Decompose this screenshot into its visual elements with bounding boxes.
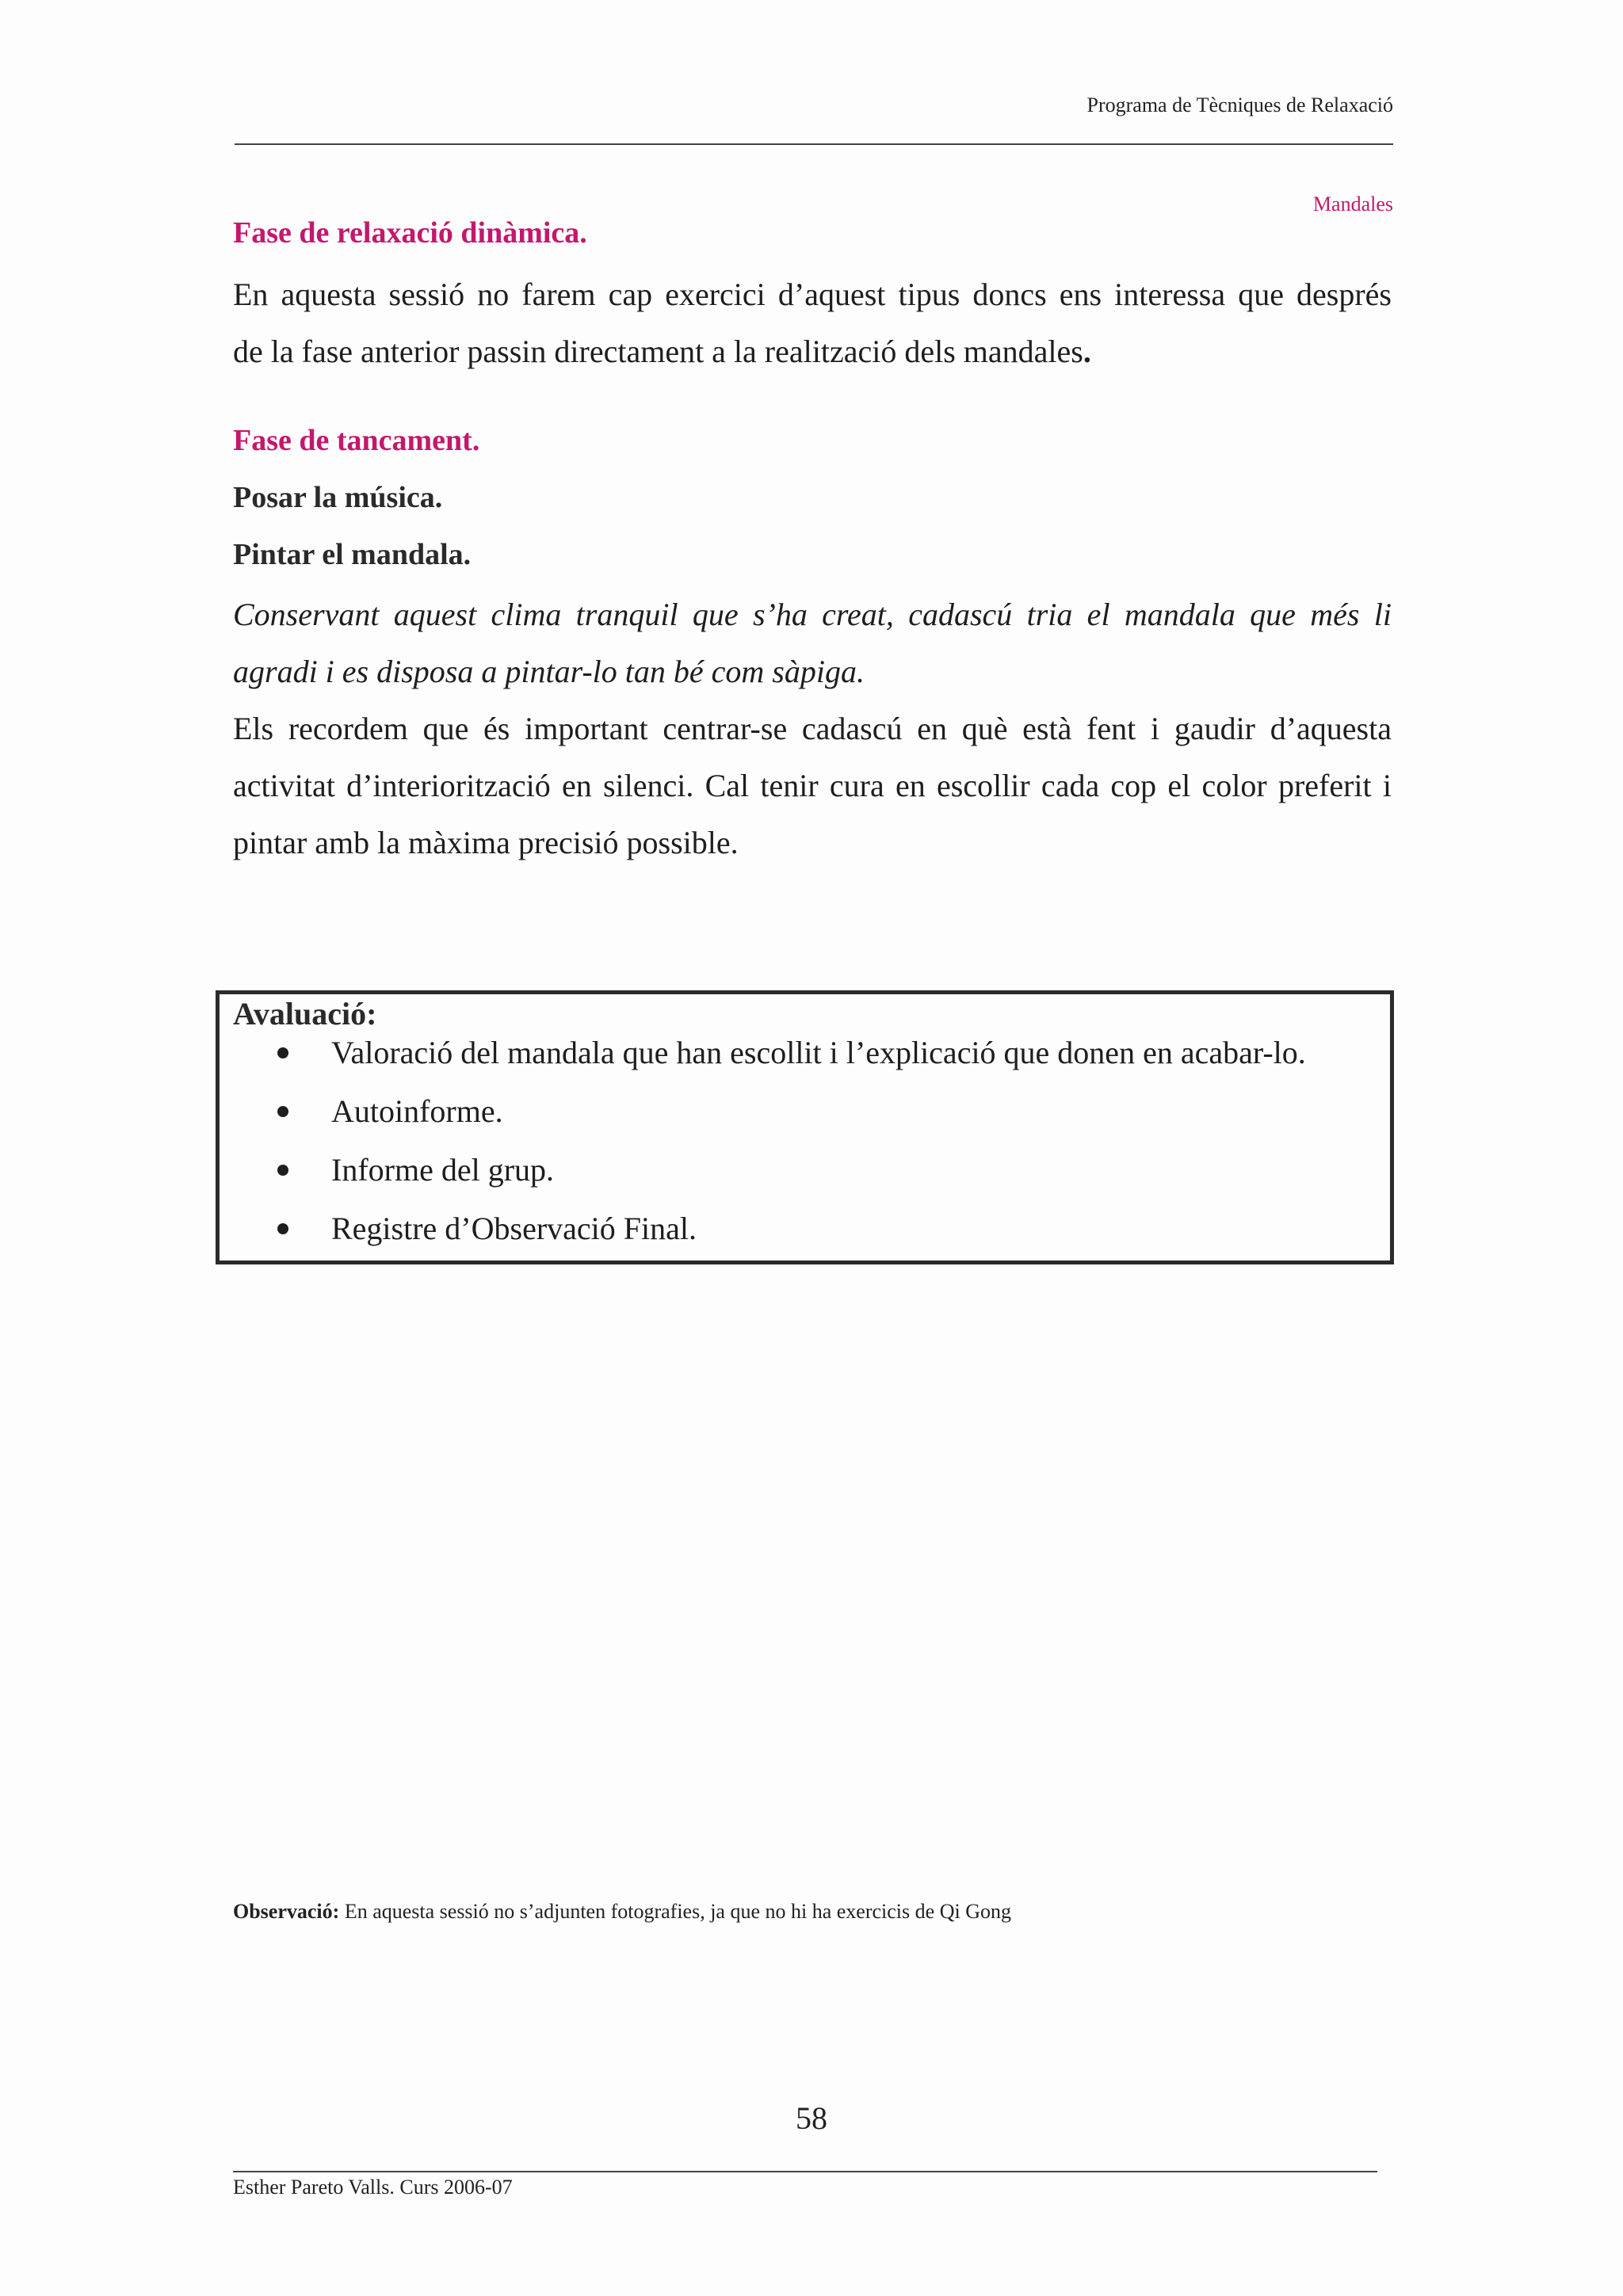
evaluation-item — [277, 1146, 1306, 1204]
evaluation-item — [277, 1028, 1306, 1087]
bullet-icon — [277, 1165, 288, 1176]
section-tag: Mandales — [1312, 193, 1393, 215]
evaluation-item-text: Registre d’Observació Final. — [331, 1211, 697, 1246]
closing-line-1: Els recordem que és important centrar-se cadascú en què està fent i gaudir d’aquesta — [233, 711, 1392, 746]
dynamic-phase-line-2-period: . — [1083, 334, 1091, 369]
closing-line-3: pintar amb la màxima precisió possible. — [233, 825, 739, 860]
page-number: 58 — [796, 2100, 827, 2136]
heading-dynamic-phase: Fase de relaxació dinàmica. — [233, 216, 587, 250]
footer-author: Esther Pareto Valls. Curs 2006-07 — [233, 2176, 513, 2199]
observation-label: Observació: — [233, 1900, 340, 1923]
evaluation-item-text: Informe del grup. — [331, 1152, 555, 1188]
evaluation-item — [277, 1087, 1306, 1146]
closing-italic-line-2: agradi i es disposa a pintar-lo tan bé com sàpiga. — [233, 654, 865, 689]
dynamic-phase-line-2 — [233, 323, 1392, 380]
bullet-icon — [277, 1223, 288, 1234]
evaluation-item — [277, 1204, 1306, 1263]
closing-line-2: activitat d’interiorització en silenci. Cal tenir cura en escollir cada cop el color preferit i — [233, 768, 1392, 803]
bullet-icon — [277, 1106, 288, 1117]
evaluation-title: Avaluació: — [233, 996, 377, 1032]
observation-note — [233, 1900, 1011, 1924]
evaluation-item-text: Autoinforme. — [331, 1093, 503, 1129]
closing-step-music: Posar la música. — [233, 481, 443, 514]
running-header-title: Programa de Tècniques de Relaxació — [1086, 93, 1393, 116]
closing-step-paint: Pintar el mandala. — [233, 538, 472, 571]
evaluation-list — [277, 1028, 1306, 1263]
observation-text: En aquesta sessió no s’adjunten fotografies, ja que no hi ha exercicis de Qi Gong — [339, 1900, 1011, 1923]
evaluation-item-text: Valoració del mandala que han escollit i l’explicació que donen en acabar-lo. — [331, 1035, 1306, 1070]
bullet-icon — [277, 1047, 288, 1058]
heading-closing-phase: Fase de tancament. — [233, 424, 480, 457]
header-rule — [235, 143, 1393, 145]
closing-italic-line-1: Conservant aquest clima tranquil que s’ha creat, cadascú tria el mandala que més li — [233, 597, 1392, 632]
dynamic-phase-line-1: En aquesta sessió no farem cap exercici d’aquest tipus doncs ens interessa que després — [233, 277, 1392, 312]
dynamic-phase-line-2-text: de la fase anterior passin directament a la realització dels mandales — [233, 334, 1083, 369]
footer-rule — [233, 2171, 1377, 2172]
